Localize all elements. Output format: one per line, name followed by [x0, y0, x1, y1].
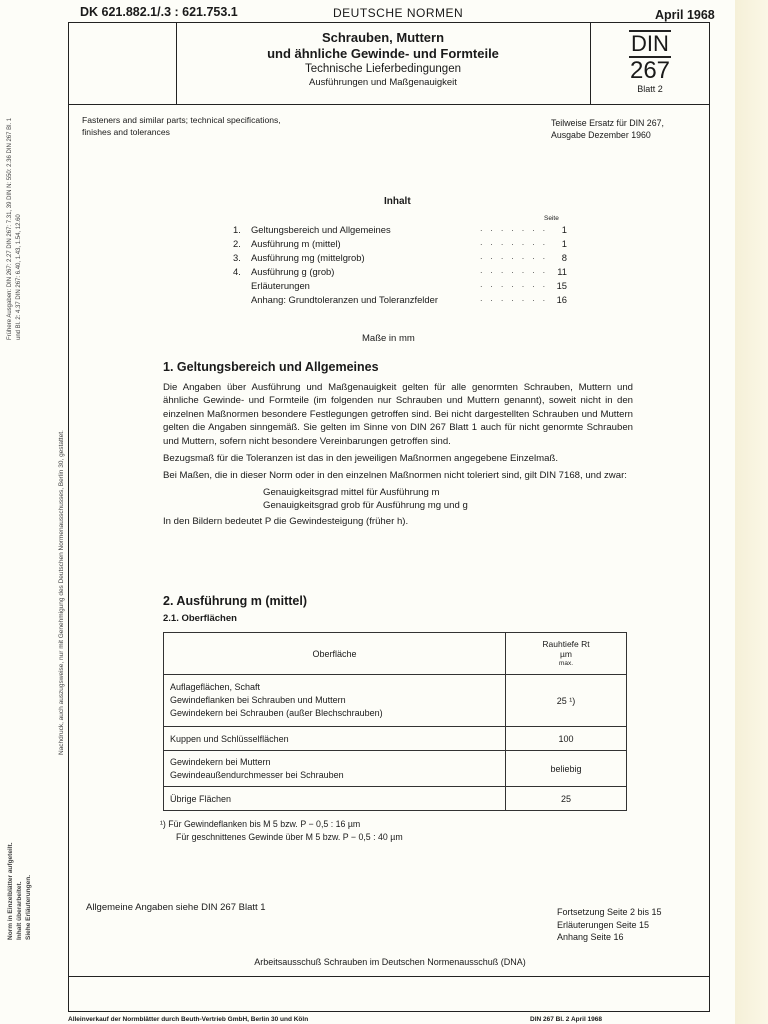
row-1-line-3: Gewindekern bei Schrauben (außer Blechschrauben) [170, 708, 383, 718]
title-line-1: Schrauben, Muttern [321, 30, 445, 45]
toc-leader-dots: . . . . . . . [480, 266, 548, 275]
section-1-indent-1: Genauigkeitsgrad mittel für Ausführung m [263, 486, 440, 498]
section-1-paragraph-4: In den Bildern bedeutet P die Gewindesteigung (früher h). [163, 515, 409, 527]
header-bottom-rule [68, 104, 710, 105]
footnote-line-1: ¹) Für Gewindeflanken bis M 5 bzw. P − 0,5 : 16 µm [160, 819, 361, 829]
row-3-line-2: Gewindeaußendurchmesser bei Schrauben [170, 769, 344, 780]
footnote-line-2: Für geschnittenes Gewinde über M 5 bzw. P − 0,5 : 40 µm [176, 831, 403, 842]
section-1-paragraph-3: Bei Maßen, die in dieser Norm oder in den einzelnen Maßnormen nicht toleriert sind, gilt DIN 7168, und zwar: [163, 470, 627, 482]
toc-item-text: Anhang: Grundtoleranzen und Toleranzfelder [251, 294, 438, 305]
table-header-roughness [506, 633, 627, 675]
title-line-2: und ähnliche Gewinde- und Formteile [267, 46, 499, 61]
toc-item-text: Geltungsbereich und Allgemeines [251, 224, 391, 235]
revision-note [6, 842, 33, 940]
roughness-unit: µm [560, 648, 572, 659]
roughness-label: Rauhtiefe Rt [542, 638, 590, 649]
toc-item-number: 4. [233, 266, 241, 277]
section-2-1-heading: 2.1. Oberflächen [163, 613, 237, 624]
toc-item-text: Ausführung mg (mittelgrob) [251, 252, 365, 263]
continuation-note [557, 906, 662, 944]
toc-leader-dots: . . . . . . . [480, 224, 548, 233]
table-cell-surface [164, 675, 506, 727]
table-row [164, 675, 627, 727]
table-row [164, 787, 627, 811]
toc-seite-label: Seite [544, 215, 559, 222]
continuation-line-1: Fortsetzung Seite 2 bis 15 [557, 907, 662, 917]
footnote [160, 818, 403, 843]
committee-line: Arbeitsausschuß Schrauben im Deutschen Normenausschuß (DNA) [254, 957, 526, 967]
din-logo [592, 30, 708, 58]
din-label: DIN [631, 31, 669, 56]
section-1-paragraph-2: Bezugsmaß für die Toleranzen ist das in den jeweiligen Maßnormen angegebene Einzelmaß. [163, 453, 558, 465]
revision-line-2: Inhalt überarbeitet. [16, 881, 23, 940]
toc-item-number: 3. [233, 252, 241, 263]
toc-leader-dots: . . . . . . . [480, 280, 548, 289]
table-cell-surface [164, 751, 506, 787]
toc-item-page: 16 [556, 294, 567, 305]
table-cell-surface: Kuppen und Schlüsselflächen [164, 727, 506, 751]
revision-line-1: Norm in Einzelblätter aufgeteilt. [7, 842, 14, 940]
section-2-heading: 2. Ausführung m (mittel) [163, 594, 307, 608]
toc-item-text: Ausführung g (grob) [251, 266, 335, 277]
toc-leader-dots: . . . . . . . [480, 252, 548, 261]
toc-item-page: 1 [561, 238, 567, 249]
surface-roughness-table [163, 632, 627, 811]
revision-line-3: Siehe Erläuterungen. [25, 874, 32, 940]
toc-leader-dots: . . . . . . . [480, 238, 548, 247]
table-cell-value: 25 [506, 787, 627, 811]
section-1-indent-2: Genauigkeitsgrad grob für Ausführung mg und g [263, 500, 468, 512]
table-row [164, 751, 627, 787]
replacement-note [551, 117, 664, 141]
replacement-line-1: Teilweise Ersatz für DIN 267, [551, 118, 664, 128]
section-1-heading: 1. Geltungsbereich und Allgemeines [163, 360, 379, 374]
header-divider-right [590, 22, 591, 105]
toc-item-text: Erläuterungen [251, 280, 310, 291]
continuation-line-2: Erläuterungen Seite 15 [557, 919, 650, 930]
din-number: 267 [629, 57, 671, 84]
sales-note: Alleinverkauf der Normblätter durch Beuth-Vertrieb GmbH, Berlin 30 und Köln [68, 1016, 309, 1023]
english-title-line-1: Fasteners and similar parts; technical specifications, [82, 115, 281, 125]
copyright-margin-note: Nachdruck, auch auszugsweise, nur mit Genehmigung des Deutschen Normenausschusses, Berlin 30, gestattet. [58, 430, 65, 755]
english-title [82, 114, 281, 138]
table-header-surface: Oberfläche [164, 633, 506, 675]
continuation-line-3: Anhang Seite 16 [557, 932, 624, 942]
table-header-row [164, 633, 627, 675]
toc-item-number: 1. [233, 224, 241, 235]
toc-heading: Inhalt [384, 196, 411, 207]
table-cell-value: 25 ¹) [506, 675, 627, 727]
english-title-line-2: finishes and tolerances [82, 127, 170, 137]
title-line-4: Ausführungen und Maßgenauigkeit [309, 77, 457, 88]
section-1-body [163, 381, 633, 528]
row-1-line-2: Gewindeflanken bei Schrauben und Muttern [170, 695, 346, 705]
replacement-line-2: Ausgabe Dezember 1960 [551, 130, 651, 140]
toc-item-page: 15 [556, 280, 567, 291]
table-cell-value: beliebig [506, 751, 627, 787]
table-row [164, 727, 627, 751]
page-ref: DIN 267 Bl. 2 April 1968 [530, 1016, 603, 1023]
section-1-paragraph-1: Die Angaben über Ausführung und Maßgenauigkeit gelten für alle genormten Schrauben, Muttern und ähnliche Gewinde- und Formteile (im folgenden nur Schrauben und Muttern genannt), soweit nicht in den einzelnen Maßnormen besondere Festlegungen getroffen sind. Bei nicht dargestellten Schrauben und Muttern gelten die Angaben sinngemäß. Sie gelten im Sinne von DIN 267 Blatt 1 auch für nicht genormte Schrauben und Muttern, sofern nicht besondere Vereinbarungen getroffen sind. [163, 382, 633, 447]
series-label: DEUTSCHE NORMEN [333, 6, 464, 20]
page-edge-shadow [735, 0, 768, 1024]
header-divider-left [176, 22, 177, 105]
row-1-line-1: Auflageflächen, Schaft [170, 682, 261, 692]
table-cell-value: 100 [506, 727, 627, 751]
toc-item-page: 11 [557, 266, 567, 277]
toc-item-page: 8 [561, 252, 567, 263]
general-reference: Allgemeine Angaben siehe DIN 267 Blatt 1 [86, 902, 266, 913]
din-box [592, 30, 708, 95]
row-3-line-1: Gewindekern bei Muttern [170, 756, 271, 767]
toc-item-number: 2. [233, 238, 241, 249]
din-blatt: Blatt 2 [637, 84, 663, 94]
title-line-3: Technische Lieferbedingungen [304, 63, 461, 75]
footer-rule [68, 976, 710, 977]
roughness-max: max. [558, 659, 574, 667]
units-note: Maße in mm [362, 333, 415, 344]
toc-leader-dots: . . . . . . . [480, 294, 548, 303]
issue-date: April 1968 [655, 8, 715, 22]
table-cell-surface: Übrige Flächen [164, 787, 506, 811]
title-block [178, 30, 588, 89]
toc-item-page: 1 [561, 224, 567, 235]
previous-editions-note: Frühere Ausgaben: DIN 267: 2.27 DIN 267: 7.31, 39 DIN N: 550: 2.36 DIN 267 Bl. 1 und Bl. 2: 4.37 DIN 267: 6.40, 1.43, 1.54, 12.60 [7, 117, 22, 340]
toc-item-text: Ausführung m (mittel) [251, 238, 341, 249]
dk-classification: DK 621.882.1/.3 : 621.753.1 [80, 5, 238, 19]
